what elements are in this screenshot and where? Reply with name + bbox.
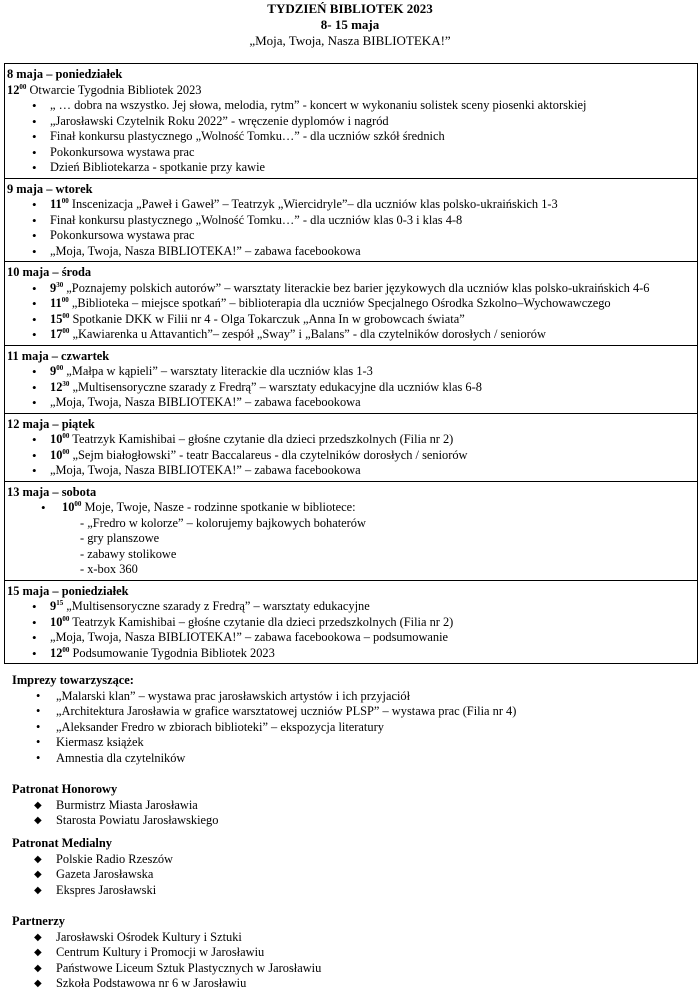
event-hour: 10 bbox=[62, 500, 75, 514]
event-item bbox=[50, 129, 695, 145]
event-item bbox=[50, 646, 695, 662]
event-text: „Sejm białogłowski” - teatr Baccalareus - dla czytelników dorosłych / seniorów bbox=[69, 447, 468, 462]
day-block bbox=[5, 482, 697, 581]
event-text: Teatrzyk Kamishibai – głośne czytanie dla dzieci przedszkolnych (Filia nr 2) bbox=[69, 614, 454, 629]
event-text: „Moja, Twoja, Nasza BIBLIOTEKA!” – zabawa facebookowa bbox=[50, 463, 361, 477]
event-item bbox=[50, 228, 695, 244]
event-hour: 12 bbox=[50, 645, 63, 660]
day-title: 12 maja – piątek bbox=[7, 416, 95, 431]
accompanying-title: Imprezy towarzyszące: bbox=[12, 673, 134, 687]
event-text: Spotkanie DKK w Filii nr 4 - Olga Tokarczuk „Anna In w grobowcach świata” bbox=[69, 311, 465, 326]
accompanying-section bbox=[12, 673, 516, 766]
event-time bbox=[50, 281, 63, 295]
day-block bbox=[5, 262, 697, 346]
partners-item: ◆ Centrum Kultury i Promocji w Jarosławiu bbox=[56, 945, 321, 961]
event-item bbox=[50, 244, 695, 260]
event-minutes: 00 bbox=[61, 197, 69, 205]
day-title: 11 maja – czwartek bbox=[7, 348, 110, 363]
event-list bbox=[7, 599, 695, 661]
day-title: 9 maja – wtorek bbox=[7, 181, 93, 196]
event-text: „Multisensoryczne szarady z Fredrą” – warsztaty edukacyjne dla uczniów klas 6-8 bbox=[69, 379, 482, 394]
event-item bbox=[50, 213, 695, 229]
event-time bbox=[50, 646, 69, 660]
event-item bbox=[50, 500, 695, 516]
event-time bbox=[62, 500, 81, 514]
event-item bbox=[50, 615, 695, 631]
document-title: TYDZIEŃ BIBLIOTEK 2023 bbox=[267, 1, 433, 16]
day-title: 15 maja – poniedziałek bbox=[7, 583, 129, 598]
document-motto: „Moja, Twoja, Nasza BIBLIOTEKA!” bbox=[249, 33, 451, 48]
event-text: „Małpa w kąpieli” – warsztaty literackie dla uczniów klas 1-3 bbox=[63, 364, 373, 378]
event-time bbox=[50, 327, 69, 341]
day-title: 13 maja – sobota bbox=[7, 484, 97, 499]
sub-item: - gry planszowe bbox=[80, 531, 160, 545]
event-hour: 9 bbox=[50, 599, 57, 613]
event-time bbox=[50, 432, 69, 446]
event-text: Inscenizacja „Paweł i Gaweł” – Teatrzyk „Wiercidryle”– dla uczniów klas polsko-ukraińskich 1-3 bbox=[68, 197, 558, 211]
document-header bbox=[0, 0, 700, 49]
event-text: „Jarosławski Czytelnik Roku 2022” - wręczenie dyplomów i nagród bbox=[50, 113, 389, 128]
event-text: „Multisensoryczne szarady z Fredrą” – warsztaty edukacyjne bbox=[63, 599, 370, 613]
event-minutes: 30 bbox=[56, 280, 64, 289]
event-text: Pokonkursowa wystawa prac bbox=[50, 228, 195, 242]
event-minutes: 00 bbox=[62, 645, 70, 654]
event-hour: 15 bbox=[50, 311, 63, 326]
event-hour: 11 bbox=[50, 197, 62, 211]
event-hour: 17 bbox=[50, 327, 63, 341]
event-hour: 12 bbox=[7, 82, 20, 97]
event-item bbox=[50, 312, 695, 328]
event-minutes: 00 bbox=[61, 296, 69, 304]
honorary-list bbox=[12, 798, 218, 829]
accompanying-item: • Amnestia dla czytelników bbox=[56, 751, 516, 767]
event-item bbox=[50, 327, 695, 343]
event-text: Dzień Bibliotekarza - spotkanie przy kawie bbox=[50, 160, 266, 174]
day-block bbox=[5, 346, 697, 414]
event-minutes: 15 bbox=[56, 599, 64, 607]
event-text: Moje, Twoje, Nasze - rodzinne spotkanie w bibliotece: bbox=[81, 500, 356, 514]
event-hour: 9 bbox=[50, 280, 57, 295]
media-item: ◆ Polskie Radio Rzeszów bbox=[56, 852, 173, 868]
sub-item: - zabawy stolikowe bbox=[80, 546, 177, 561]
event-minutes: 00 bbox=[62, 614, 70, 623]
accompanying-item: • Kiermasz książek bbox=[56, 735, 516, 751]
event-hour: 12 bbox=[50, 379, 63, 394]
event-minutes: 00 bbox=[74, 500, 82, 508]
event-minutes: 00 bbox=[56, 364, 64, 372]
partners-item: ◆ Jarosławski Ośrodek Kultury i Sztuki bbox=[56, 930, 321, 946]
event-text: Finał konkursu plastycznego „Wolność Tomku…” - dla uczniów szkół średnich bbox=[50, 129, 445, 143]
sub-item-list bbox=[80, 516, 695, 578]
event-list bbox=[7, 98, 695, 176]
event-item bbox=[50, 98, 695, 114]
accompanying-list bbox=[12, 689, 516, 767]
event-list bbox=[7, 281, 695, 343]
event-hour: 10 bbox=[50, 614, 63, 629]
event-item bbox=[50, 463, 695, 479]
event-time bbox=[50, 364, 63, 378]
event-item bbox=[50, 432, 695, 448]
event-item bbox=[50, 630, 695, 646]
event-item bbox=[50, 380, 695, 396]
event-time bbox=[50, 448, 69, 462]
event-item bbox=[50, 197, 695, 213]
media-item: ◆ Ekspres Jarosławski bbox=[56, 883, 173, 899]
event-time bbox=[50, 296, 69, 310]
day-block bbox=[5, 64, 697, 179]
event-item bbox=[50, 296, 695, 312]
sub-item: - x-box 360 bbox=[80, 562, 138, 576]
day-block bbox=[5, 414, 697, 482]
partners-section bbox=[12, 914, 321, 992]
day-title: 10 maja – środa bbox=[7, 265, 92, 279]
event-item bbox=[50, 160, 695, 176]
event-minutes: 00 bbox=[62, 311, 70, 320]
event-text: Podsumowanie Tygodnia Bibliotek 2023 bbox=[69, 645, 275, 660]
media-list bbox=[12, 852, 173, 899]
event-text: „Biblioteka – miejsce spotkań” – biblioterapia dla uczniów Specjalnego Ośrodka Szkolno–Wychowawczego bbox=[68, 296, 611, 310]
event-item bbox=[50, 395, 695, 411]
event-minutes: 30 bbox=[62, 379, 70, 388]
event-text: „Moja, Twoja, Nasza BIBLIOTEKA!” – zabawa facebookowa – podsumowanie bbox=[50, 630, 449, 644]
event-minutes: 00 bbox=[19, 82, 27, 91]
accompanying-item: • „Aleksander Fredro w zbiorach biblioteki” – ekspozycja literatury bbox=[56, 720, 516, 736]
media-title: Patronat Medialny bbox=[12, 836, 112, 850]
event-minutes: 00 bbox=[62, 327, 70, 335]
event-item bbox=[50, 599, 695, 615]
accompanying-item: • „Malarski klan” – wystawa prac jarosławskich artystów i ich przyjaciół bbox=[56, 689, 516, 705]
event-list bbox=[7, 500, 695, 516]
day-intro bbox=[7, 83, 695, 99]
media-item: ◆ Gazeta Jarosławska bbox=[56, 867, 173, 883]
honorary-section bbox=[12, 782, 218, 829]
event-text: Otwarcie Tygodnia Bibliotek 2023 bbox=[26, 82, 202, 97]
event-hour: 11 bbox=[50, 296, 62, 310]
event-item bbox=[50, 145, 695, 161]
schedule-table bbox=[4, 63, 698, 664]
event-text: „Poznajemy polskich autorów” – warsztaty literackie bez barier językowych dla uczniów klas polsko-ukraińskich 4-6 bbox=[63, 280, 650, 295]
sub-item: - „Fredro w kolorze” – kolorujemy bajkowych bohaterów bbox=[80, 515, 366, 530]
event-item bbox=[50, 114, 695, 130]
event-list bbox=[7, 197, 695, 259]
document-dates: 8- 15 maja bbox=[320, 17, 380, 32]
day-block bbox=[5, 179, 697, 263]
event-time bbox=[7, 83, 26, 97]
partners-list bbox=[12, 930, 321, 992]
event-item bbox=[50, 448, 695, 464]
event-list bbox=[7, 364, 695, 411]
event-text: „ … dobra na wszystko. Jej słowa, melodia, rytm” - koncert w wykonaniu solistek sceny piosenki aktorskiej bbox=[50, 98, 587, 112]
media-section bbox=[12, 836, 173, 898]
event-hour: 10 bbox=[50, 447, 63, 462]
partners-title: Partnerzy bbox=[12, 914, 65, 928]
event-list bbox=[7, 432, 695, 479]
day-block bbox=[5, 581, 697, 664]
event-minutes: 00 bbox=[62, 432, 70, 440]
day-title: 8 maja – poniedziałek bbox=[7, 67, 123, 81]
event-time bbox=[50, 380, 69, 394]
event-minutes: 00 bbox=[62, 447, 70, 456]
event-item bbox=[50, 281, 695, 297]
event-text: „Moja, Twoja, Nasza BIBLIOTEKA!” – zabawa facebookowa bbox=[50, 243, 361, 258]
event-time bbox=[50, 312, 69, 326]
event-time bbox=[50, 599, 63, 613]
event-text: „Kawiarenka u Attavantich”– zespół „Sway” i „Balans” - dla czytelników dorosłych / seniorów bbox=[69, 327, 546, 341]
event-text: Teatrzyk Kamishibai – głośne czytanie dla dzieci przedszkolnych (Filia nr 2) bbox=[69, 432, 454, 446]
partners-item: ◆ Szkoła Podstawowa nr 6 w Jarosławiu bbox=[56, 976, 321, 992]
event-hour: 10 bbox=[50, 432, 63, 446]
honorary-title: Patronat Honorowy bbox=[12, 782, 118, 796]
accompanying-item: • „Architektura Jarosławia w grafice warsztatowej uczniów PLSP” – wystawa prac (Filia nr 4) bbox=[56, 704, 516, 720]
event-time bbox=[50, 197, 69, 211]
partners-item: ◆ Państwowe Liceum Sztuk Plastycznych w Jarosławiu bbox=[56, 961, 321, 977]
event-hour: 9 bbox=[50, 364, 57, 378]
event-time bbox=[50, 615, 69, 629]
event-text: Finał konkursu plastycznego „Wolność Tomku…” - dla uczniów klas 0-3 i klas 4-8 bbox=[50, 212, 463, 227]
event-text: „Moja, Twoja, Nasza BIBLIOTEKA!” – zabawa facebookowa bbox=[50, 395, 361, 409]
honorary-item: ◆ Starosta Powiatu Jarosławskiego bbox=[56, 813, 218, 829]
honorary-item: ◆ Burmistrz Miasta Jarosławia bbox=[56, 798, 218, 814]
event-item bbox=[50, 364, 695, 380]
event-text: Pokonkursowa wystawa prac bbox=[50, 144, 195, 159]
